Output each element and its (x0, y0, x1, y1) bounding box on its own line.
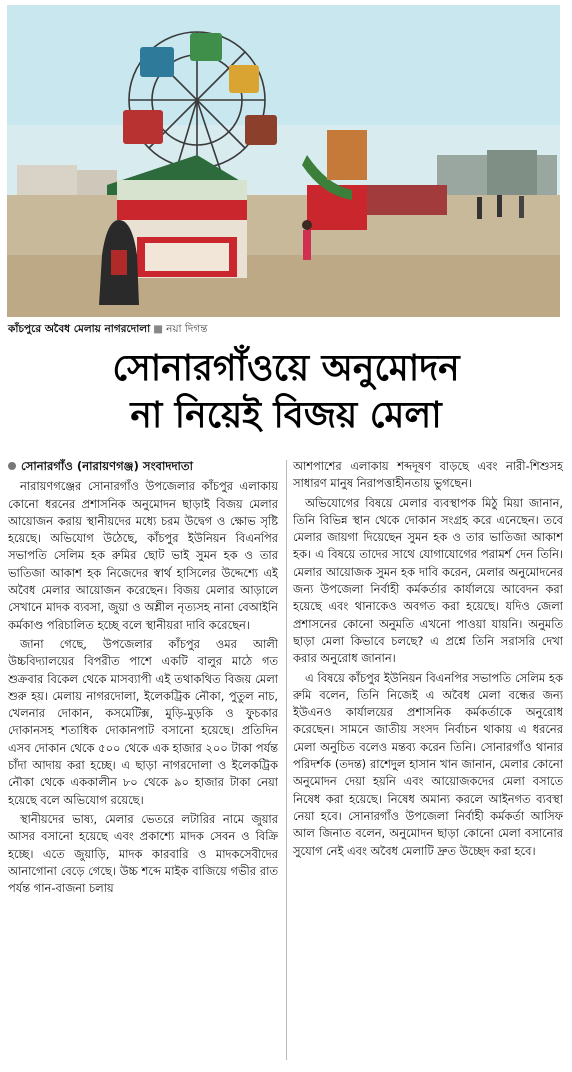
article-paragraph: নারায়ণগঞ্জের সোনারগাঁও উপজেলার কাঁচপুর এলাকায় কোনো ধরনের প্রশাসনিক অনুমোদন ছাড়াই বিজয় মেলার আয়োজন করায় স্থানীয়দের মধ্যে চরম উদ্বেগ ও ক্ষোভ সৃষ্টি হয়েছে। অভিযোগ উঠেছে, কাঁচপুর ইউনিয়ন বিএনপির সভাপতি সেলিম হক রুমির ছোট ভাই সুমন হক ও তার ভাতিজা আকাশ হক নিজেদের স্বার্থ হাসিলের উদ্দেশ্যে এই অবৈধ মেলার আয়োজন করেছেন। বিজয় মেলার আড়ালে সেখানে মাদক ব্যবসা, জুয়া ও অশ্লীল নৃত্যসহ নানা বেআইনি কর্মকাণ্ড পরিচালিত হচ্ছে বলে স্থানীয়রা দাবি করেছেন। (8, 479, 278, 632)
article-paragraph: জানা গেছে, উপজেলার কাঁচপুর ওমর আলী উচ্চবিদ্যালয়ের বিপরীত পাশে একটি বালুর মাঠে গত শুক্রবার বিকেল থেকে মাসব্যাপী এই তথাকথিত বিজয় মেলা শুরু হয়। মেলায় নাগরদোলা, ইলেকট্রিক নৌকা, পুতুল নাচ, খেলনার দোকান, কসমেটিক্স, মুড়ি-মুড়কি ও ফুচকার দোকানসহ শতাধিক দোকানপাট বসানো হয়েছে। প্রতিদিন এসব দোকান থেকে ৫০০ থেকে এক হাজার ২০০ টাকা পর্যন্ত চাঁদা আদায় করা হচ্ছে। এ ছাড়া নাগরদোলা ও ইলেকট্রিক নৌকা থেকে এককালীন ৮০ থেকে ৯০ হাজার টাকা নেয়া হয়েছে বলে অভিযোগ রয়েছে। (8, 636, 278, 807)
bullet-icon (8, 462, 16, 470)
headline-line-1: সোনারগাঁওয়ে অনুমোদন (112, 347, 460, 389)
article-paragraph: আশপাশের এলাকায় শব্দদূষণ বাড়ছে এবং নারী-শিশুসহ সাধারণ মানুষ নিরাপত্তাহীনতায় ভুগছেন। (293, 459, 563, 491)
headline-line-2: না নিয়েই বিজয় মেলা (130, 394, 442, 436)
article-column-left (8, 458, 278, 1068)
fair-photo (7, 5, 560, 317)
headline (10, 345, 562, 439)
article-paragraph: অভিযোগের বিষয়ে মেলার ব্যবস্থাপক মিঠু মিয়া জানান, তিনি বিভিন্ন স্থান থেকে দোকান সংগ্রহ করে এনেছেন। তবে মেলার জায়গা দিয়েছেন সুমন হক ও তার ভাতিজা আকাশ হক। এ বিষয়ে তাদের সাথে যোগাযোগের পরামর্শ দেন তিনি। মেলার আয়োজক সুমন হক দাবি করেন, মেলার অনুমোদনের জন্য উপজেলা নির্বাহী কর্মকর্তার কার্যালয়ে আবেদন করা হয়েছে এবং থানাকেও অবগত করা হয়েছে। যদিও জেলা প্রশাসনের কোনো অনুমতি এখনো পাওয়া যায়নি। অনুমতি ছাড়া মেলা কিভাবে চলছে? এ প্রশ্নে তিনি সরাসরি দেখা করার অনুরোধ জানান। (293, 495, 563, 666)
dateline-text: সোনারগাঁও (নারায়ণগঞ্জ) সংবাদদাতা (21, 459, 193, 473)
caption-separator: ■ (153, 323, 164, 335)
photo-caption (8, 321, 563, 337)
caption-credit: নয়া দিগন্ত (166, 323, 208, 335)
article-paragraph: এ বিষয়ে কাঁচপুর ইউনিয়ন বিএনপির সভাপতি সেলিম হক রুমি বলেন, তিনি নিজেই এ অবৈধ মেলা বন্ধের জন্য ইউএনও কার্যালয়ের প্রশাসনিক কর্মকর্তাকে অনুরোধ করেছেন। সামনে জাতীয় সংসদ নির্বাচন থাকায় এ ধরনের মেলা অনুচিত বলেও মন্তব্য করেন তিনি। সোনারগাঁও থানার পরিদর্শক (তদন্ত) রাশেদুল হাসান খান জানান, মেলার কোনো অনুমোদন দেয়া হয়নি এবং আয়োজকদের মেলা বসাতে নিষেধ করা হয়েছে। নিষেধ অমান্য করলে আইনগত ব্যবস্থা নেয়া হবে। সোনারগাঁও উপজেলা নির্বাহী কর্মকর্তা আসিফ আল জিনাত বলেন, অনুমোদন ছাড়া কোনো মেলা বসানোর সুযোগ নেই এবং অবৈধ মেলাটি দ্রুত উচ্ছেদ করা হবে। (293, 670, 563, 858)
article-column-right (293, 458, 563, 1068)
article-paragraph: স্থানীয়দের ভাষ্য, মেলার ভেতরে লটারির নামে জুয়ার আসর বসানো হয়েছে এবং প্রকাশ্যে মাদক সেবন ও বিক্রি হচ্ছে। এতে জুয়াড়ি, মাদক কারবারি ও মাদকসেবীদের আনাগোনা বেড়ে গেছে। উচ্চ শব্দে মাইক বাজিয়ে গভীর রাত পর্যন্ত গান-বাজনা চলায় (8, 811, 278, 896)
caption-text: কাঁচপুরে অবৈধ মেলায় নাগরদোলা (8, 323, 151, 335)
dateline (8, 458, 278, 475)
column-divider (286, 460, 287, 1060)
